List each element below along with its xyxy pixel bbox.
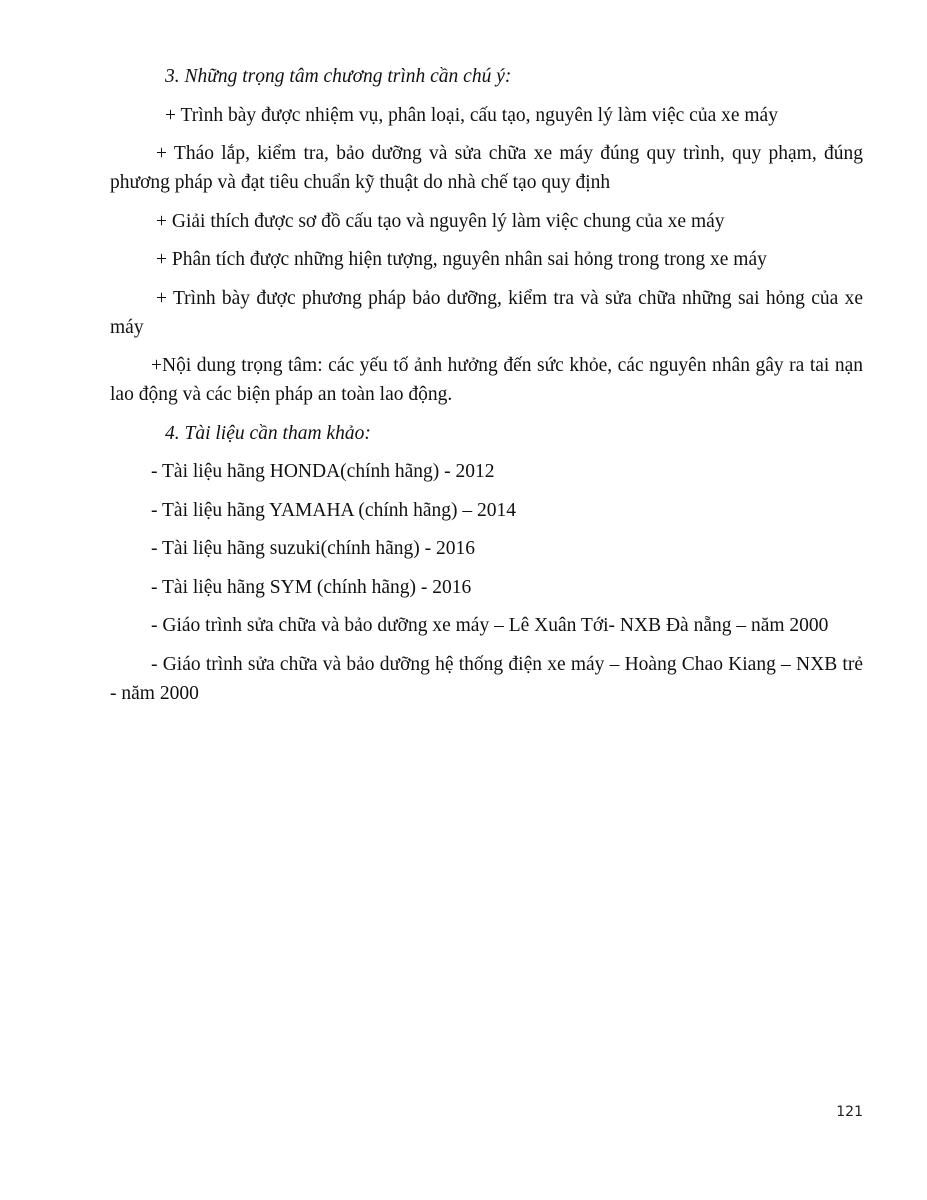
focus-item: + Giải thích được sơ đồ cấu tạo và nguyên lý làm việc chung của xe máy — [156, 210, 725, 232]
focus-item: + Phân tích được những hiện tượng, nguyên nhân sai hỏng trong trong xe máy — [156, 249, 767, 270]
focus-item: + Trình bày được nhiệm vụ, phân loại, cấu tạo, nguyên lý làm việc của xe máy — [165, 104, 778, 126]
page-number: 121 — [836, 1104, 863, 1120]
page-content — [110, 62, 863, 717]
reference-item: - Tài liệu hãng suzuki(chính hãng) - 2016 — [151, 538, 476, 559]
focus-item: + Tháo lắp, kiểm tra, bảo dưỡng và sửa chữa xe máy đúng quy trình, quy phạm, đúng phương pháp và đạt tiêu chuẩn kỹ thuật do nhà chế tạo quy định — [110, 143, 863, 193]
reference-item: - Tài liệu hãng HONDA(chính hãng) - 2012 — [151, 461, 495, 482]
section-3-heading: 3. Những trọng tâm chương trình cần chú ý: — [165, 66, 512, 87]
reference-item: - Giáo trình sửa chữa và bảo dưỡng xe máy – Lê Xuân Tới- NXB Đà nẵng – năm 2000 — [151, 615, 829, 636]
reference-item: - Tài liệu hãng SYM (chính hãng) - 2016 — [151, 576, 472, 598]
section-4-heading: 4. Tài liệu cần tham khảo: — [165, 422, 371, 444]
focus-item: +Nội dung trọng tâm: các yếu tố ảnh hưởng đến sức khỏe, các nguyên nhân gây ra tai nạn lao động và các biện pháp an toàn lao động. — [110, 355, 863, 405]
reference-item: - Tài liệu hãng YAMAHA (chính hãng) – 2014 — [151, 499, 517, 521]
reference-item: - Giáo trình sửa chữa và bảo dưỡng hệ thống điện xe máy – Hoàng Chao Kiang – NXB trẻ - năm 2000 — [110, 653, 863, 704]
focus-item: + Trình bày được phương pháp bảo dưỡng, kiểm tra và sửa chữa những sai hỏng của xe máy — [110, 287, 863, 338]
